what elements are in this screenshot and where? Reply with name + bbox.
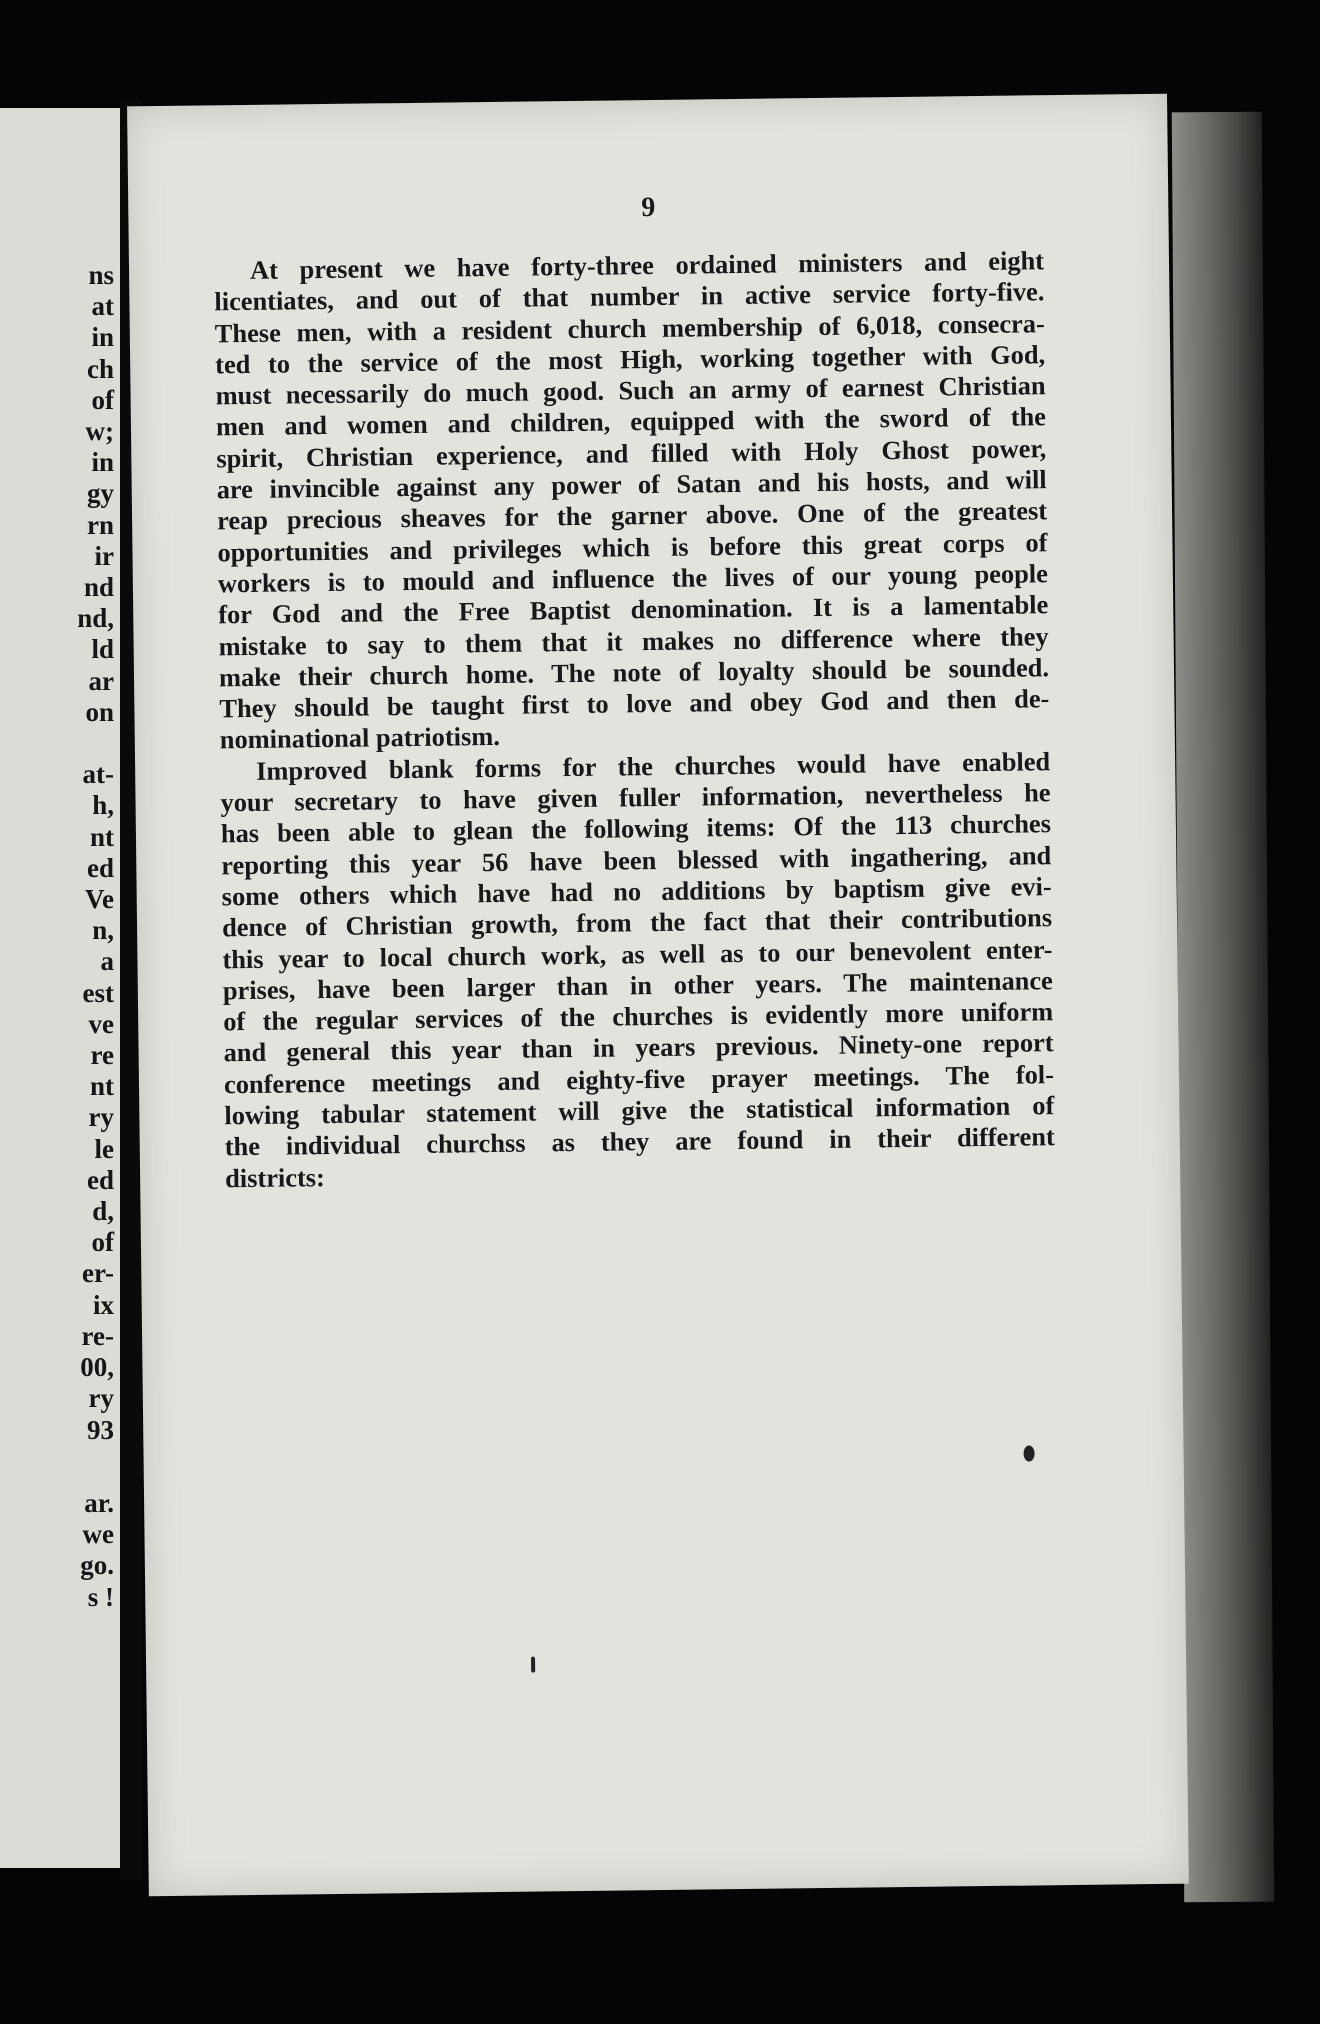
text-line: has been able to glean the following items: Of the 113 churches — [220, 808, 1052, 849]
previous-page-line-ending: nd — [83, 572, 114, 603]
previous-page-tail-ending: s ! — [87, 1581, 114, 1612]
previous-page-line-ending: of — [91, 384, 114, 415]
text-line: nominational patriotism. — [219, 721, 501, 755]
text-line: reporting this year 56 have been blessed with ingathering, and — [221, 839, 1052, 880]
text-line: lowing tabular statement will give the statistical information of — [224, 1090, 1055, 1131]
previous-page-line-ending: n, — [92, 915, 114, 946]
text-line: are invincible against any power of Satan and his hosts, and will — [216, 464, 1047, 505]
previous-page-line-ending: re — [90, 1040, 114, 1071]
previous-page-line-ending: ix — [92, 1289, 114, 1320]
previous-page-line-ending: nt — [89, 1071, 114, 1102]
previous-page-line-ending: w; — [85, 416, 114, 447]
previous-page-line-ending: ed — [87, 1164, 114, 1195]
text-line: licentiates, and out of that number in active service forty-five. — [214, 276, 1045, 317]
previous-page-line-ending: ch — [87, 353, 114, 384]
previous-page-line-ending: 00, — [80, 1352, 114, 1383]
page-stack-edges — [1172, 112, 1274, 1903]
previous-page-line-ending: ed — [87, 852, 114, 883]
text-line: the individual churchss as they are found in their different — [224, 1121, 1055, 1162]
current-page — [127, 94, 1189, 1897]
previous-page-line-ending: le — [94, 1133, 114, 1164]
text-line: dence of Christian growth, from the fact that their contributions — [221, 902, 1053, 943]
text-line: men and women and children, equipped with the sword of the — [215, 401, 1047, 442]
page-number: 9 — [641, 191, 656, 224]
previous-page-line-ending: 93 — [87, 1414, 114, 1445]
previous-page-line-ending: nt — [89, 821, 114, 852]
previous-page-line-ending: ry — [88, 1383, 114, 1414]
previous-page-line-ending: ir — [94, 540, 114, 571]
text-line: make their church home. The note of loyalty should be sounded. — [218, 652, 1050, 693]
previous-page-line-ending: h, — [92, 790, 114, 821]
previous-page-line-ending: ld — [91, 634, 114, 665]
text-line: conference meetings and eighty-five prayer meetings. The fol- — [223, 1058, 1055, 1100]
text-line: At present we have forty-three ordained ministers and eight — [249, 245, 1045, 285]
previous-page-line-ending: re- — [81, 1320, 114, 1351]
previous-page-line-ending: Ve — [84, 884, 114, 915]
previous-page-tail-ending: ar. — [84, 1488, 114, 1518]
previous-page-line-ending: at- — [82, 759, 114, 790]
page-body-text — [214, 245, 1055, 1194]
previous-page-line-ending: a — [100, 946, 114, 977]
text-line: Improved blank forms for the churches would have enabled — [255, 745, 1051, 786]
previous-page-line-ending: d, — [92, 1196, 114, 1227]
previous-page-line-ending: ve — [88, 1008, 114, 1039]
ink-speck — [1023, 1445, 1034, 1461]
text-line: mistake to say to them that it makes no difference where they — [218, 620, 1049, 661]
previous-page-line-ending: on — [85, 696, 114, 727]
text-line: some others which have had no additions by baptism give evi- — [221, 871, 1052, 912]
text-line: must necessarily do much good. Such an army of earnest Christian — [215, 370, 1046, 411]
text-line: and general this year than in years previous. Ninety-one report — [223, 1027, 1054, 1068]
previous-page-line-ending: at — [91, 291, 114, 322]
text-line: districts: — [224, 1161, 326, 1193]
text-line: this year to local church work, as well as to our benevolent enter- — [222, 933, 1053, 974]
text-line: prises, have been larger than in other years. The maintenance — [222, 965, 1053, 1006]
previous-page-line-ending: est — [82, 977, 114, 1008]
previous-page-line-ending: in — [91, 447, 114, 478]
text-line: your secretary to have given fuller information, nevertheless he — [220, 777, 1051, 818]
text-line: spirit, Christian experience, and filled with Holy Ghost power, — [216, 432, 1047, 474]
text-line: They should be taught first to love and obey God and then de- — [219, 683, 1050, 724]
previous-page-line-ending: er- — [82, 1258, 114, 1289]
text-line: reap precious sheaves for the garner above. One of the greatest — [216, 495, 1048, 536]
previous-page-line-ending: in — [91, 322, 114, 353]
previous-page-line-ending: ar — [88, 665, 114, 696]
ink-speck — [531, 1657, 535, 1673]
previous-page-line-ending: ry — [88, 1102, 114, 1133]
previous-page-line-ending: ns — [88, 260, 114, 290]
text-line: of the regular services of the churches is evidently more uniform — [223, 996, 1054, 1037]
previous-page-tail-ending: we — [82, 1519, 114, 1550]
previous-page-fragment — [0, 108, 120, 1868]
text-line: opportunities and privileges which is before this great corps of — [217, 526, 1048, 568]
text-line: These men, with a resident church membership of 6,018, consecra- — [214, 307, 1045, 348]
previous-page-line-ending: nd, — [77, 603, 114, 634]
previous-page-line-ending: of — [91, 1227, 114, 1258]
previous-page-line-ending: gy — [87, 478, 114, 509]
previous-page-line-ending — [77, 728, 114, 759]
previous-page-tail-endings — [80, 1488, 114, 1613]
previous-page-line-ending: rn — [87, 509, 114, 540]
text-line: workers is to mould and influence the lives of our young people — [217, 558, 1048, 599]
text-line: for God and the Free Baptist denomination. It is a lamentable — [218, 589, 1049, 630]
text-line: ted to the service of the most High, working together with God, — [215, 339, 1046, 380]
previous-page-line-endings — [77, 260, 114, 1446]
previous-page-tail-ending: go. — [80, 1550, 114, 1581]
